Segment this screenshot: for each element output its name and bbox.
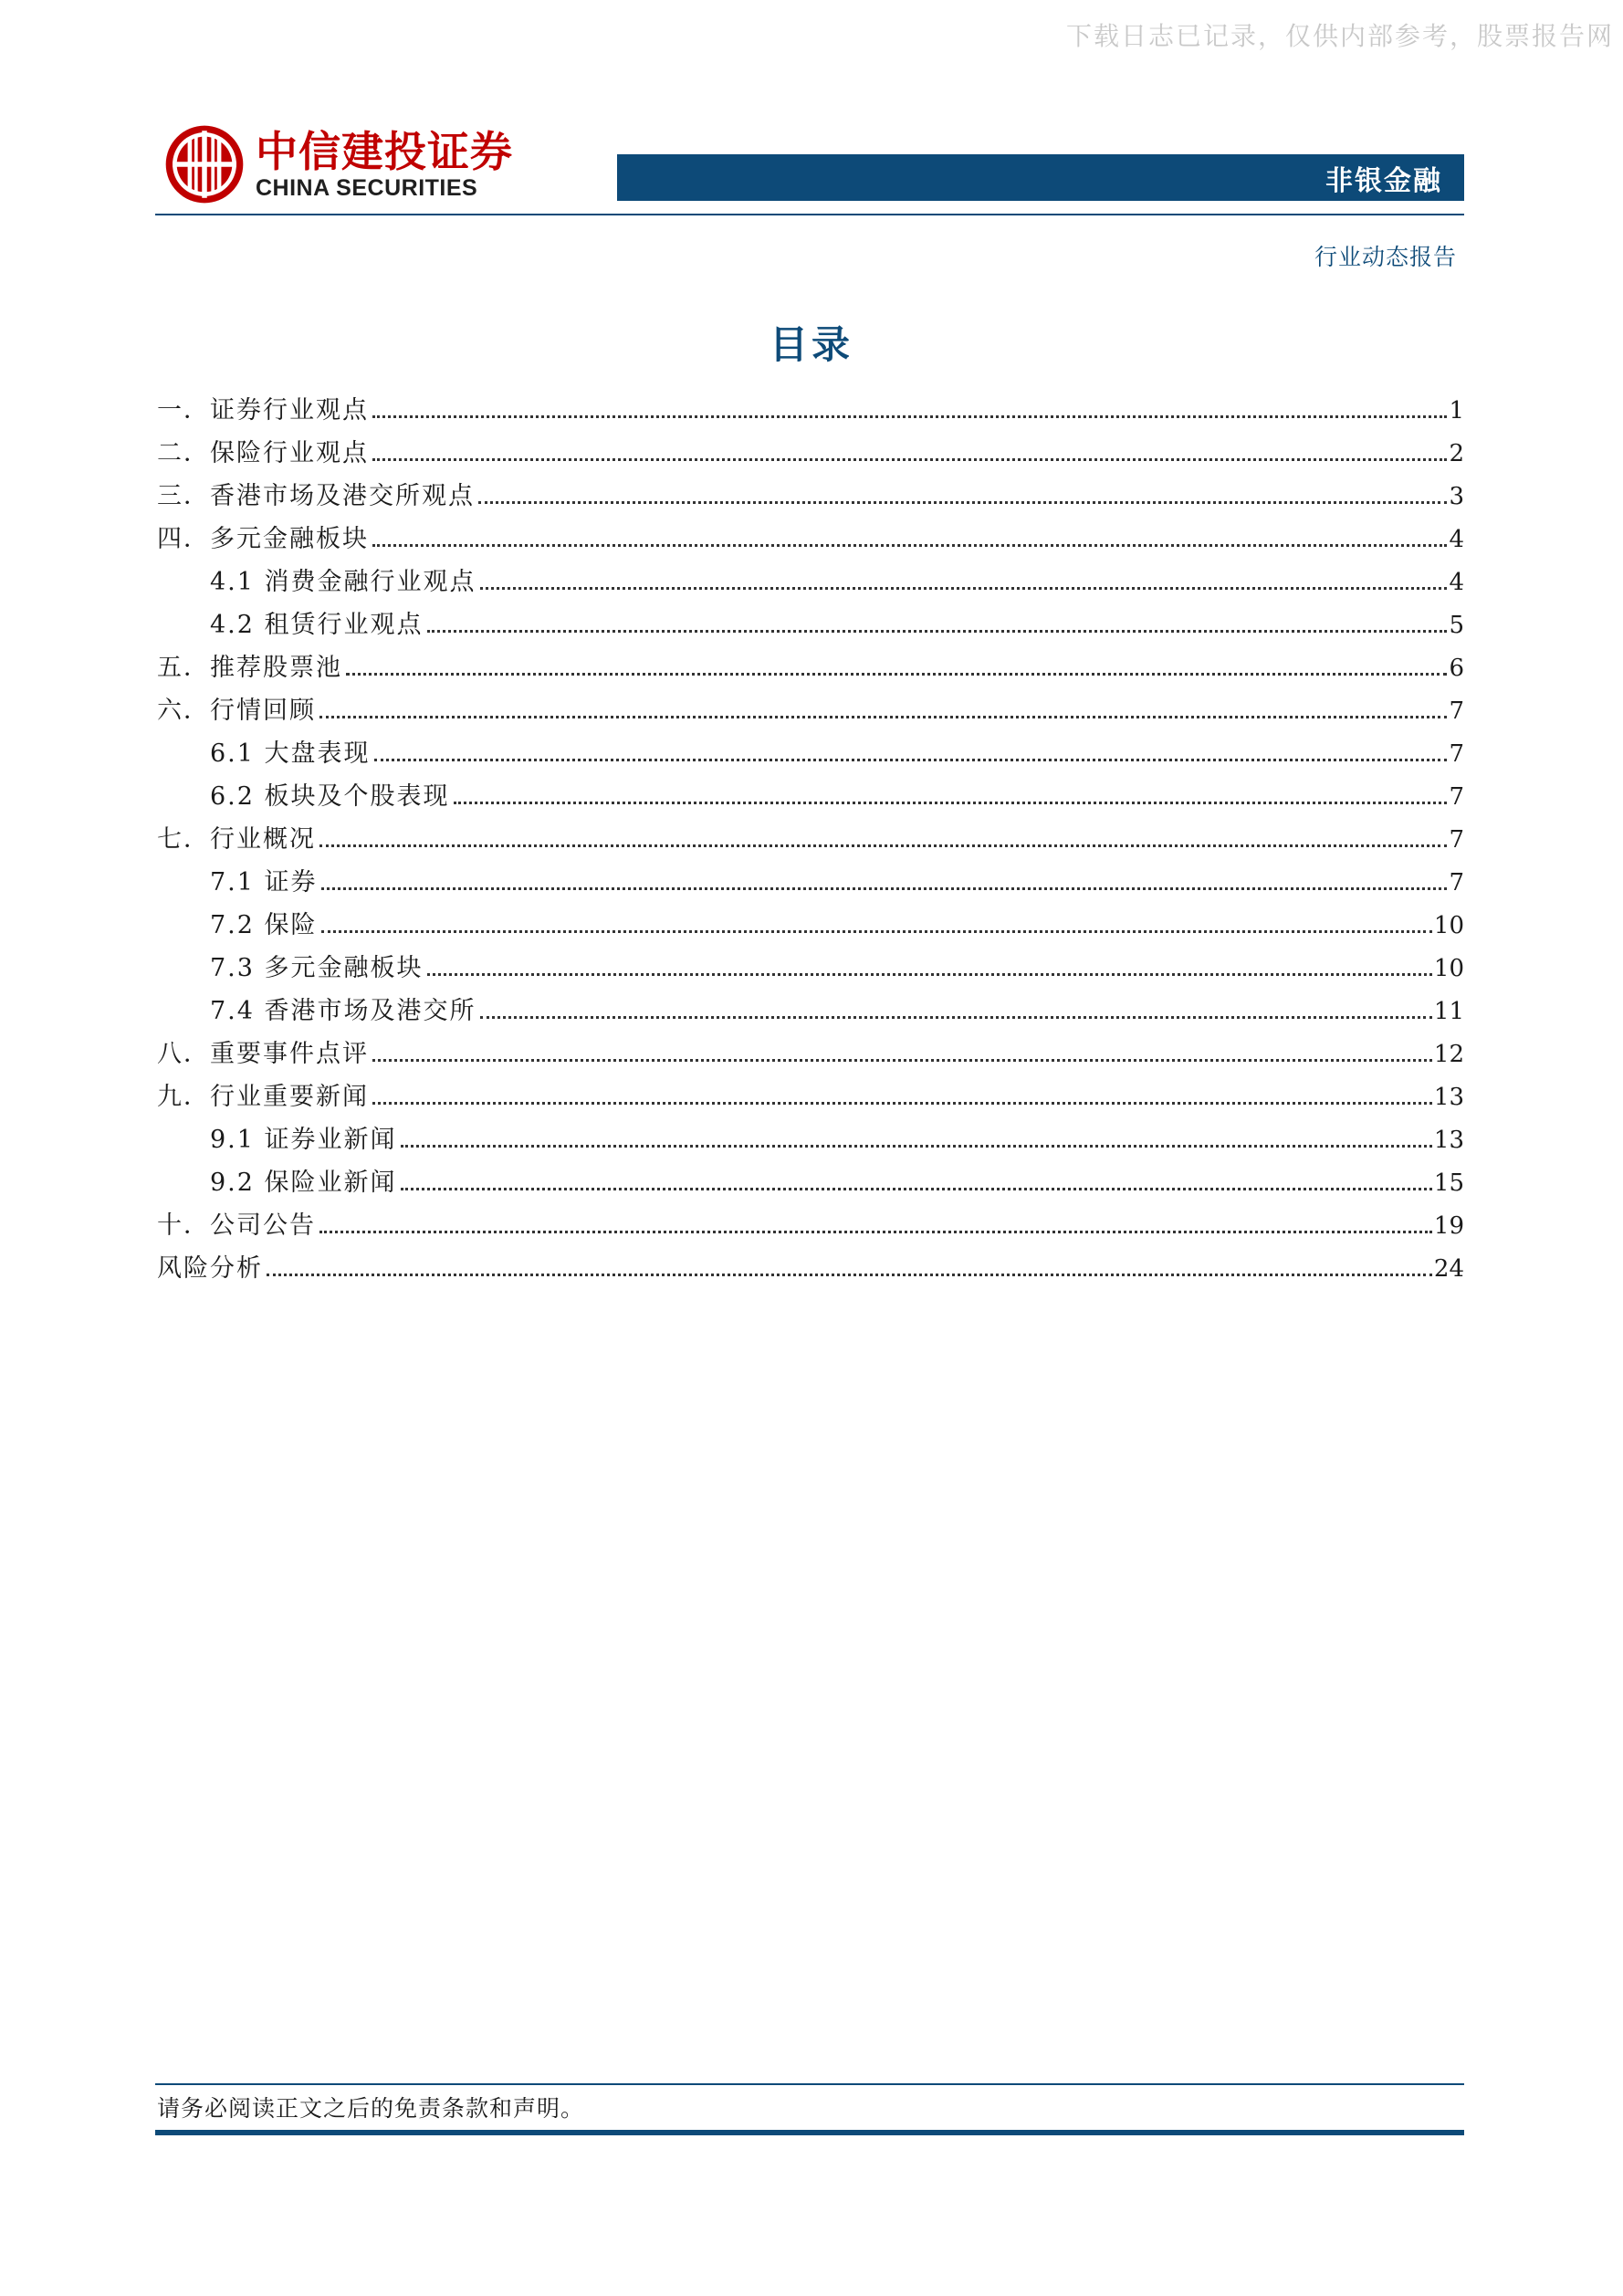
toc-entry-page: 5 [1449, 612, 1464, 639]
toc-entry-label: 4.1 消费金融行业观点 [210, 568, 476, 596]
disclaimer-note: 请务必阅读正文之后的免责条款和声明。 [157, 2095, 585, 2122]
toc-entry-page: 10 [1433, 912, 1464, 939]
toc-leader-dots [480, 587, 1448, 590]
toc-entry-label: 八．重要事件点评 [157, 1040, 369, 1068]
toc-entry[interactable] [157, 855, 1464, 898]
toc-entry-page: 2 [1449, 440, 1464, 467]
toc-leader-dots [267, 1274, 1432, 1276]
toc-entry-page: 7 [1449, 869, 1464, 896]
toc-entry-page: 24 [1433, 1255, 1464, 1283]
toc-entry-label: 风险分析 [157, 1254, 263, 1283]
toc-title: 目录 [769, 322, 853, 367]
toc-entry[interactable] [157, 1199, 1464, 1242]
toc-entry-label: 一．证券行业观点 [157, 396, 369, 425]
toc-entry-label: 7.3 多元金融板块 [210, 954, 424, 982]
toc-leader-dots [427, 973, 1432, 976]
toc-entry-page: 3 [1449, 483, 1464, 510]
sector-banner [617, 154, 1464, 201]
toc-entry-page: 12 [1433, 1041, 1464, 1068]
toc-entry[interactable] [157, 426, 1464, 469]
toc-entry-label: 九．行业重要新闻 [157, 1083, 369, 1111]
toc-entry-page: 7 [1449, 783, 1464, 811]
toc-entry-label: 四．多元金融板块 [157, 525, 369, 553]
toc-entry[interactable] [157, 469, 1464, 512]
toc-entry-page: 7 [1449, 740, 1464, 768]
toc-entry[interactable] [157, 727, 1464, 770]
toc-entry[interactable] [157, 598, 1464, 641]
toc-entry[interactable] [157, 898, 1464, 941]
toc-entry[interactable] [157, 1027, 1464, 1070]
toc-entry[interactable] [157, 1242, 1464, 1284]
toc-leader-dots [480, 1016, 1432, 1019]
toc-entry[interactable] [157, 941, 1464, 984]
toc-entry[interactable] [157, 813, 1464, 855]
toc-leader-dots [319, 1231, 1432, 1233]
toc-entry-label: 6.2 板块及个股表现 [210, 782, 450, 811]
toc-entry-page: 1 [1449, 397, 1464, 425]
toc-entry[interactable] [157, 555, 1464, 598]
toc-entry[interactable] [157, 1070, 1464, 1113]
toc-entry-label: 三．香港市场及港交所观点 [157, 482, 475, 510]
toc-entry-label: 二．保险行业观点 [157, 439, 369, 467]
toc-entry-label: 6.1 大盘表现 [210, 739, 371, 768]
toc-entry-label: 六．行情回顾 [157, 697, 316, 725]
footer-bar [155, 2130, 1464, 2135]
watermark: 下载日志已记录，仅供内部参考，股票报告网 [1065, 21, 1614, 51]
toc-entry[interactable] [157, 684, 1464, 727]
logo-chinese-name: 中信建投证券 [256, 127, 513, 176]
toc-leader-dots [478, 501, 1447, 504]
toc-entry-label: 9.1 证券业新闻 [210, 1126, 397, 1154]
toc-entry-page: 15 [1433, 1169, 1464, 1197]
report-type: 行业动态报告 [1314, 244, 1457, 270]
toc-leader-dots [319, 716, 1447, 718]
toc-leader-dots [401, 1145, 1432, 1148]
toc-entry[interactable] [157, 984, 1464, 1027]
toc-entry[interactable] [157, 641, 1464, 684]
toc-leader-dots [374, 759, 1448, 761]
toc-entry-page: 19 [1433, 1212, 1464, 1240]
toc-entry-label: 七．行业概况 [157, 825, 316, 854]
toc-entry-page: 4 [1449, 569, 1464, 596]
toc-leader-dots [321, 887, 1448, 890]
header-divider [155, 214, 1464, 215]
toc-entry[interactable] [157, 383, 1464, 426]
toc-entry-label: 7.2 保险 [210, 911, 318, 939]
toc-entry-label: 7.4 香港市场及港交所 [210, 997, 476, 1025]
toc-entry-page: 13 [1433, 1127, 1464, 1154]
toc-leader-dots [319, 844, 1447, 847]
toc-entry-label: 7.1 证券 [210, 868, 318, 896]
toc-leader-dots [372, 1102, 1432, 1105]
toc-entry[interactable] [157, 770, 1464, 813]
toc-entry-page: 7 [1449, 826, 1464, 854]
table-of-contents [157, 383, 1464, 1284]
toc-entry-page: 10 [1433, 955, 1464, 982]
toc-leader-dots [427, 630, 1448, 633]
footer-divider [155, 2083, 1464, 2085]
logo-english-name: CHINA SECURITIES [256, 175, 478, 201]
toc-leader-dots [321, 930, 1432, 933]
toc-leader-dots [372, 415, 1447, 418]
toc-entry[interactable] [157, 512, 1464, 555]
toc-entry-page: 11 [1433, 998, 1464, 1025]
toc-entry-page: 6 [1449, 655, 1464, 682]
toc-leader-dots [372, 1059, 1432, 1062]
toc-entry-label: 五．推荐股票池 [157, 654, 342, 682]
toc-entry-label: 十．公司公告 [157, 1211, 316, 1240]
toc-entry-page: 13 [1433, 1084, 1464, 1111]
china-securities-logo-icon [162, 122, 246, 206]
company-logo [162, 122, 513, 206]
toc-leader-dots [372, 458, 1447, 461]
toc-entry-page: 4 [1449, 526, 1464, 553]
toc-leader-dots [454, 802, 1448, 804]
toc-leader-dots [372, 544, 1447, 547]
toc-entry-label: 4.2 租赁行业观点 [210, 611, 424, 639]
toc-entry[interactable] [157, 1113, 1464, 1156]
toc-entry[interactable] [157, 1156, 1464, 1199]
sector-label: 非银金融 [1325, 164, 1442, 197]
toc-leader-dots [401, 1188, 1432, 1190]
toc-entry-label: 9.2 保险业新闻 [210, 1169, 397, 1197]
toc-leader-dots [346, 673, 1447, 676]
toc-entry-page: 7 [1449, 697, 1464, 725]
